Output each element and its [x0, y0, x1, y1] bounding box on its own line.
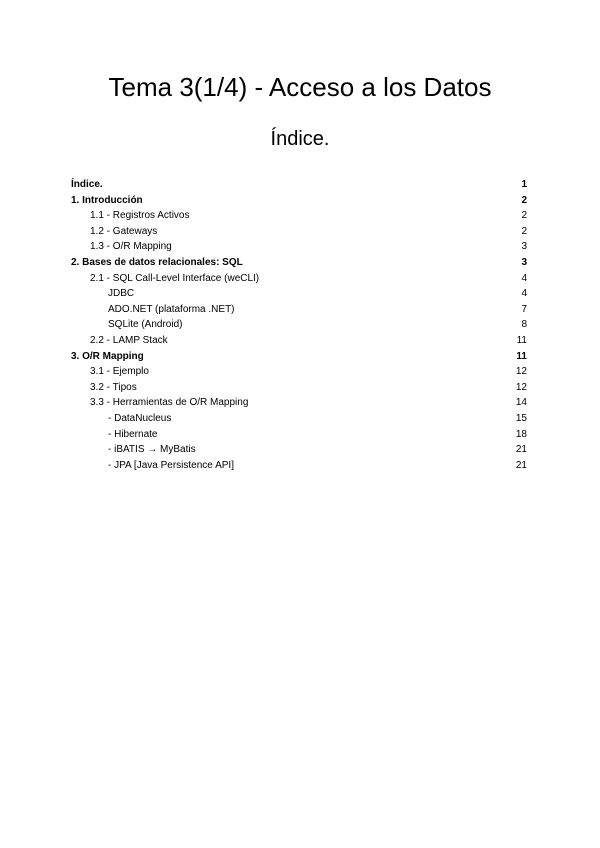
- toc-entry[interactable]: [71, 364, 527, 380]
- toc-entry-label: 1.1 - Registros Activos: [90, 210, 190, 222]
- toc-entry-label: 3.3 - Herramientas de O/R Mapping: [90, 397, 249, 409]
- toc-entry-label: - Hibernate: [108, 428, 158, 440]
- document-title: Tema 3(1/4) - Acceso a los Datos: [108, 72, 492, 102]
- index-heading: Índice.: [270, 128, 330, 150]
- toc-entry[interactable]: [71, 333, 527, 349]
- toc-entry[interactable]: [71, 458, 527, 474]
- toc-entry-page-number: 3: [521, 241, 527, 253]
- toc-entry[interactable]: [71, 271, 527, 287]
- toc-entry-label: Índice.: [71, 179, 103, 190]
- toc-entry-page-number: 4: [521, 288, 527, 300]
- toc-entry-label: 2.1 - SQL Call-Level Interface (weCLI): [90, 272, 260, 284]
- toc-entry[interactable]: [71, 442, 527, 458]
- toc-entry-page-number: 2: [521, 210, 527, 222]
- toc-entry[interactable]: [71, 193, 527, 209]
- toc-entry-label: SQLite (Android): [108, 319, 183, 331]
- toc-entry-page-number: 12: [515, 381, 527, 393]
- toc-entry-page-number: 21: [515, 444, 527, 456]
- toc-entry[interactable]: [71, 317, 527, 333]
- toc-entry-page-number: 8: [521, 319, 527, 331]
- toc-entry[interactable]: [71, 395, 527, 411]
- toc-entry-page-number: 12: [515, 366, 527, 378]
- toc-entry-label: 1.3 - O/R Mapping: [90, 241, 172, 253]
- toc-entry[interactable]: [71, 411, 527, 427]
- toc-entry-page-number: 15: [515, 412, 527, 424]
- toc-entry-label: - iBATIS → MyBatis: [108, 444, 196, 456]
- toc-entry[interactable]: [71, 349, 527, 365]
- table-of-contents: [71, 177, 527, 473]
- toc-entry[interactable]: [71, 239, 527, 255]
- toc-entry-label: 2.2 - LAMP Stack: [90, 334, 168, 346]
- toc-entry[interactable]: [71, 255, 527, 271]
- toc-entry-page-number: 11: [516, 334, 527, 346]
- toc-entry[interactable]: [71, 208, 527, 224]
- toc-entry[interactable]: [71, 224, 527, 240]
- toc-entry[interactable]: [71, 380, 527, 396]
- toc-entry-page-number: 2: [521, 194, 527, 206]
- toc-entry-label: ADO.NET (plataforma .NET): [108, 303, 235, 315]
- toc-entry-label: 3.2 - Tipos: [90, 381, 137, 393]
- toc-entry[interactable]: [71, 302, 527, 318]
- toc-entry-label: 3.1 - Ejemplo: [90, 366, 149, 378]
- toc-entry-label: 2. Bases de datos relacionales: SQL: [71, 256, 243, 268]
- toc-entry-page-number: 3: [521, 256, 527, 268]
- toc-entry-label: 1. Introducción: [71, 194, 143, 206]
- toc-entry-page-number: 14: [515, 397, 527, 409]
- toc-entry-page-number: 18: [515, 428, 527, 440]
- toc-entry-label: JDBC: [108, 288, 135, 300]
- toc-entry-label: - DataNucleus: [108, 412, 172, 424]
- toc-entry-page-number: 11: [516, 350, 527, 362]
- toc-entry-label: 3. O/R Mapping: [71, 350, 144, 362]
- toc-entry[interactable]: [71, 177, 527, 193]
- toc-entry-page-number: 4: [521, 272, 527, 284]
- toc-entry-label: - JPA [Java Persistence API]: [108, 459, 234, 471]
- toc-entry-page-number: 7: [521, 303, 527, 315]
- toc-entry-page-number: 21: [515, 459, 527, 471]
- toc-entry-label: 1.2 - Gateways: [90, 225, 158, 237]
- toc-entry[interactable]: [71, 427, 527, 443]
- toc-entry[interactable]: [71, 286, 527, 302]
- toc-entry-page-number: 1: [521, 179, 527, 190]
- toc-entry-page-number: 2: [521, 225, 527, 237]
